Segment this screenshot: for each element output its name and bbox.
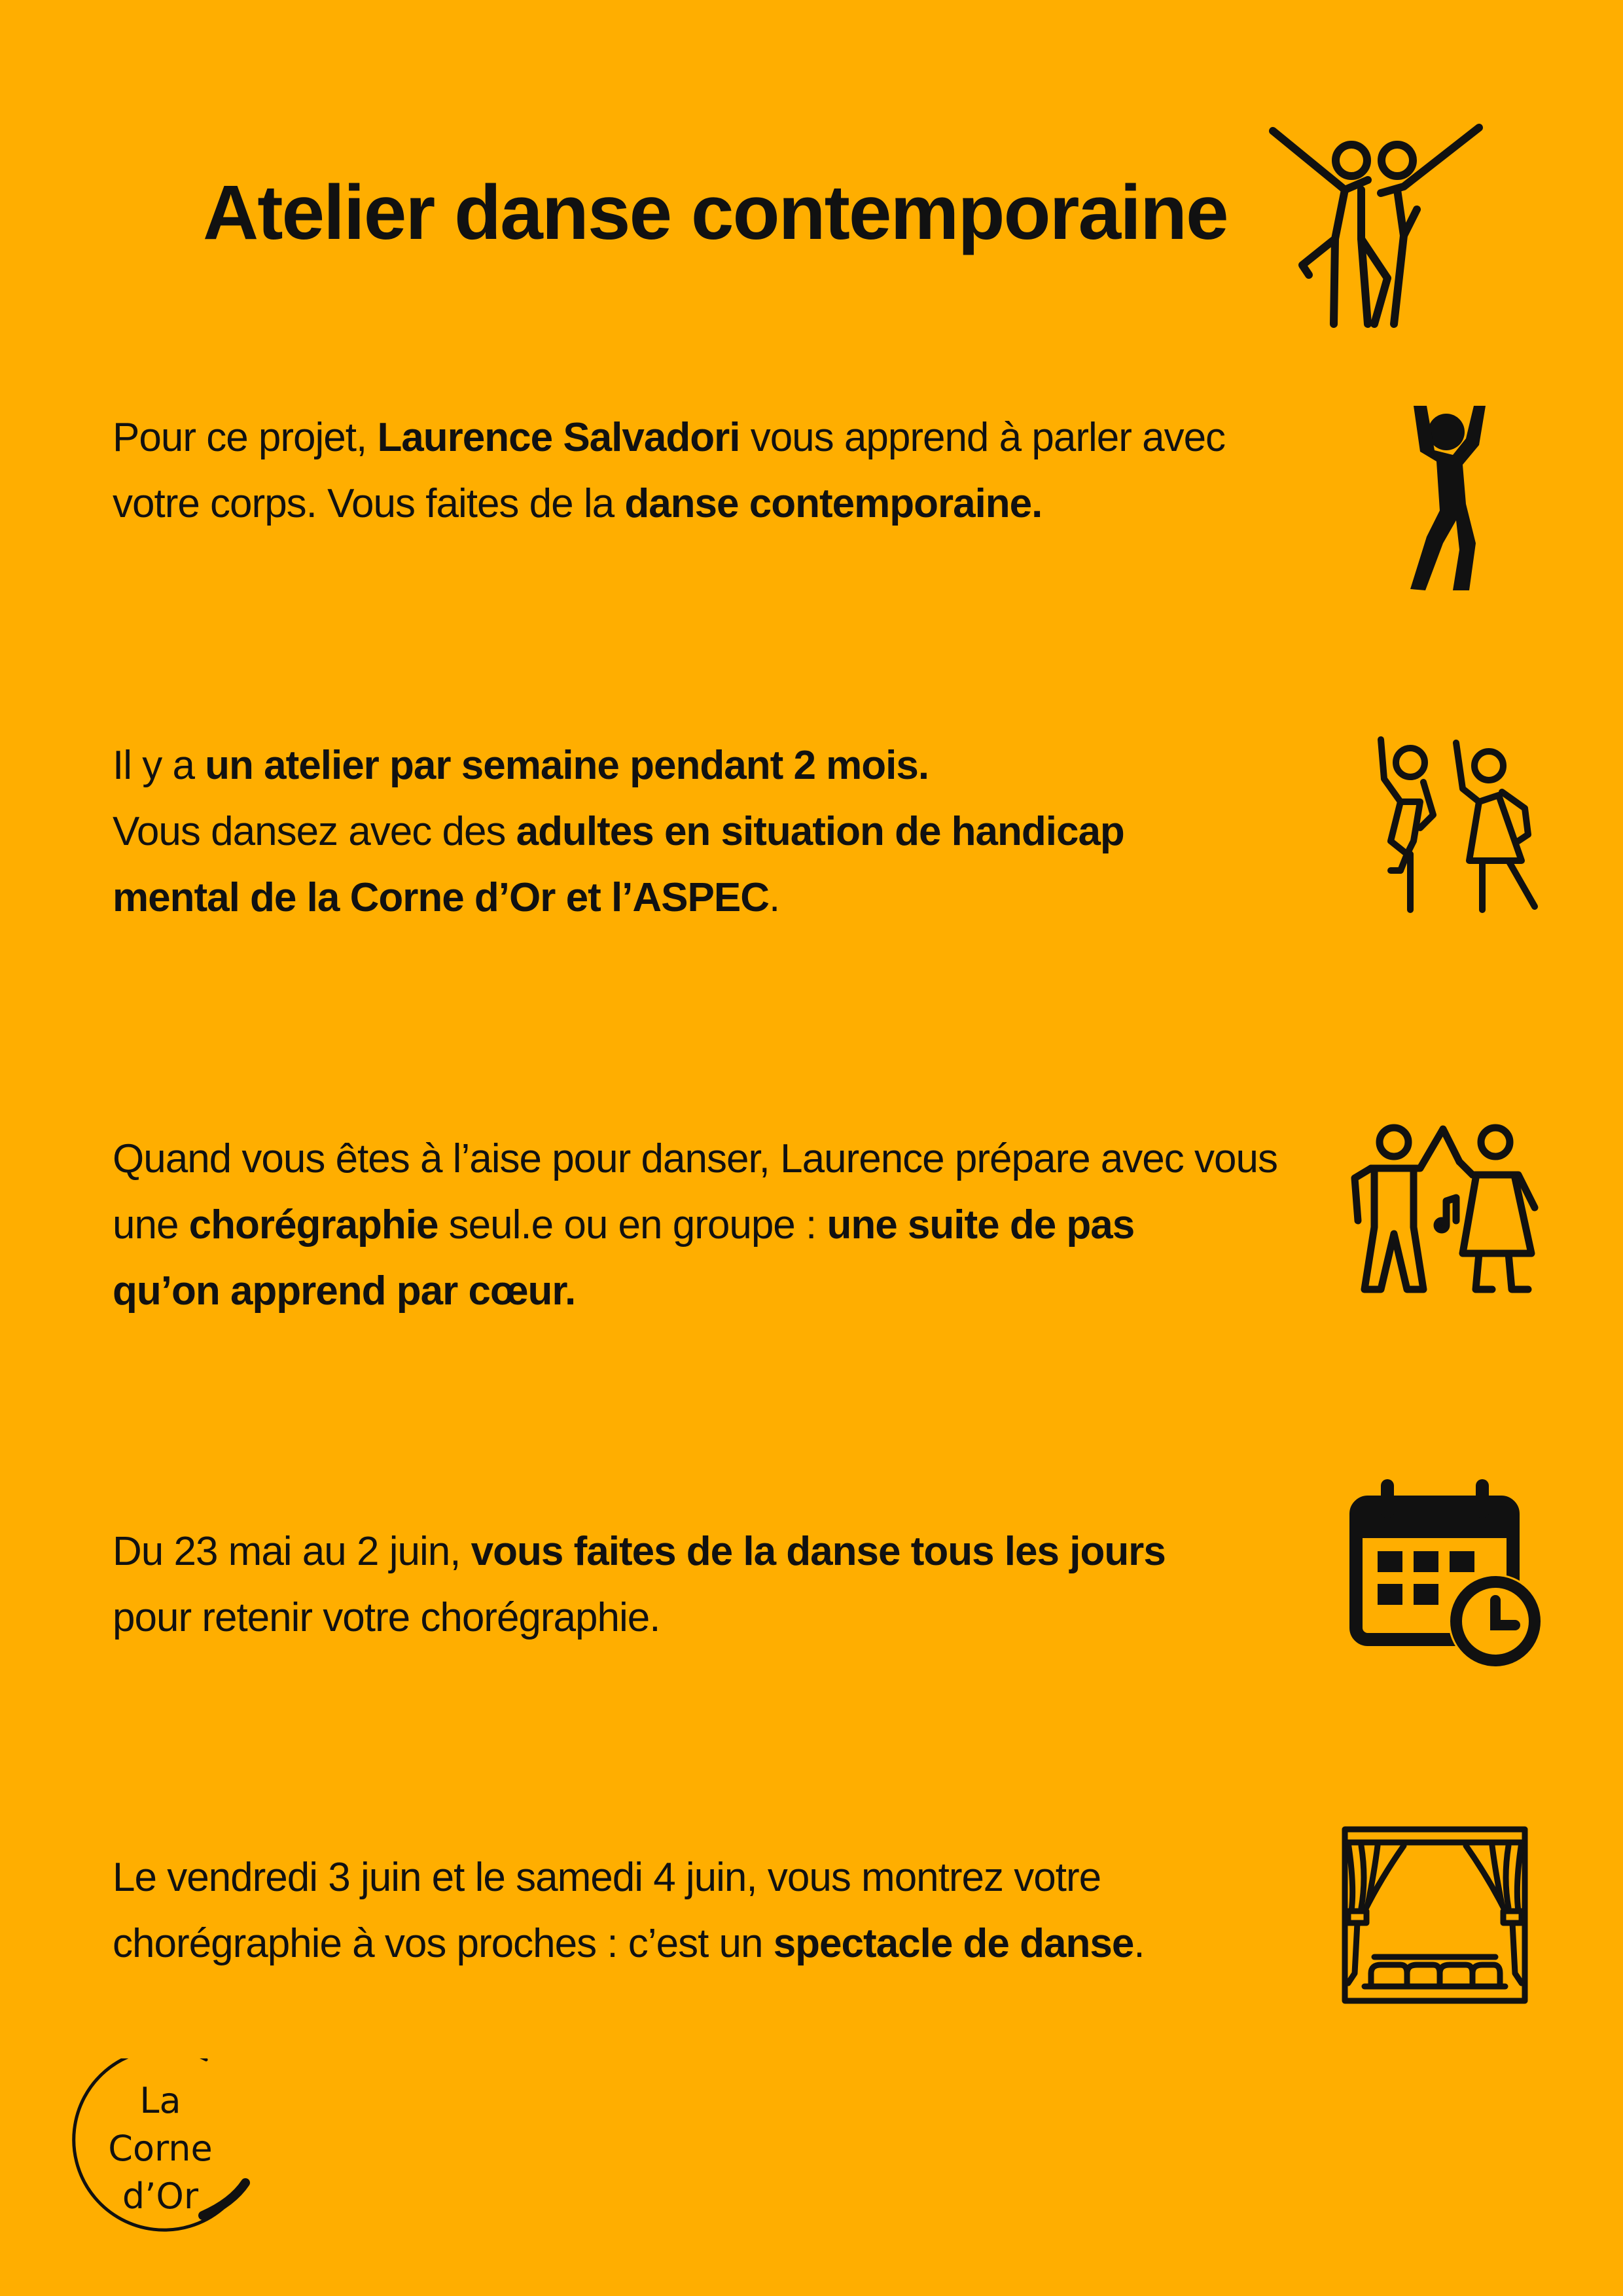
- section-2-text: [113, 732, 1291, 931]
- section-2-line-1: Il y a un atelier par semaine pendant 2 mois.: [113, 743, 929, 788]
- section-3-text: [113, 1126, 1291, 1324]
- logo-text: La Corne d’Or: [108, 2080, 213, 2217]
- section-3-line-2: une chorégraphie seul.e ou en groupe : une suite de pas: [113, 1202, 1135, 1247]
- dancing-pair-icon: [1263, 118, 1486, 334]
- section-2-line-2: Vous dansez avec des adultes en situation de handicap: [113, 809, 1124, 854]
- section-3-line-1: Quand vous êtes à l’aise pour danser, Laurence prépare avec vous: [113, 1136, 1277, 1181]
- section-4-line-1: Du 23 mai au 2 juin, vous faites de la danse tous les jours: [113, 1529, 1166, 1574]
- dancing-person-icon: [1400, 399, 1499, 596]
- section-5-text: [113, 1844, 1291, 1977]
- section-1-line-1: Pour ce projet, Laurence Salvadori vous apprend à parler avec: [113, 415, 1226, 460]
- page-title: Atelier danse contemporaine: [203, 170, 1228, 256]
- la-corne-dor-logo: [72, 2058, 255, 2248]
- section-3-line-3: qu’on apprend par cœur.: [113, 1268, 576, 1314]
- section-5-line-1: Le vendredi 3 juin et le samedi 4 juin, vous montrez votre: [113, 1855, 1101, 1900]
- section-4-text: [113, 1518, 1291, 1651]
- stage-curtain-icon: [1342, 1826, 1531, 2006]
- dancing-couple-icon: [1348, 1122, 1544, 1299]
- section-4-line-2: pour retenir votre chorégraphie.: [113, 1595, 660, 1640]
- section-1-line-2: votre corps. Vous faites de la danse contemporaine.: [113, 481, 1043, 526]
- section-5-line-2: chorégraphie à vos proches : c’est un spectacle de danse.: [113, 1921, 1145, 1966]
- section-1-text: [113, 404, 1291, 537]
- calendar-clock-icon: [1348, 1476, 1544, 1672]
- dancing-group-icon: [1371, 730, 1548, 920]
- section-2-line-3: mental de la Corne d’Or et l’ASPEC.: [113, 875, 780, 920]
